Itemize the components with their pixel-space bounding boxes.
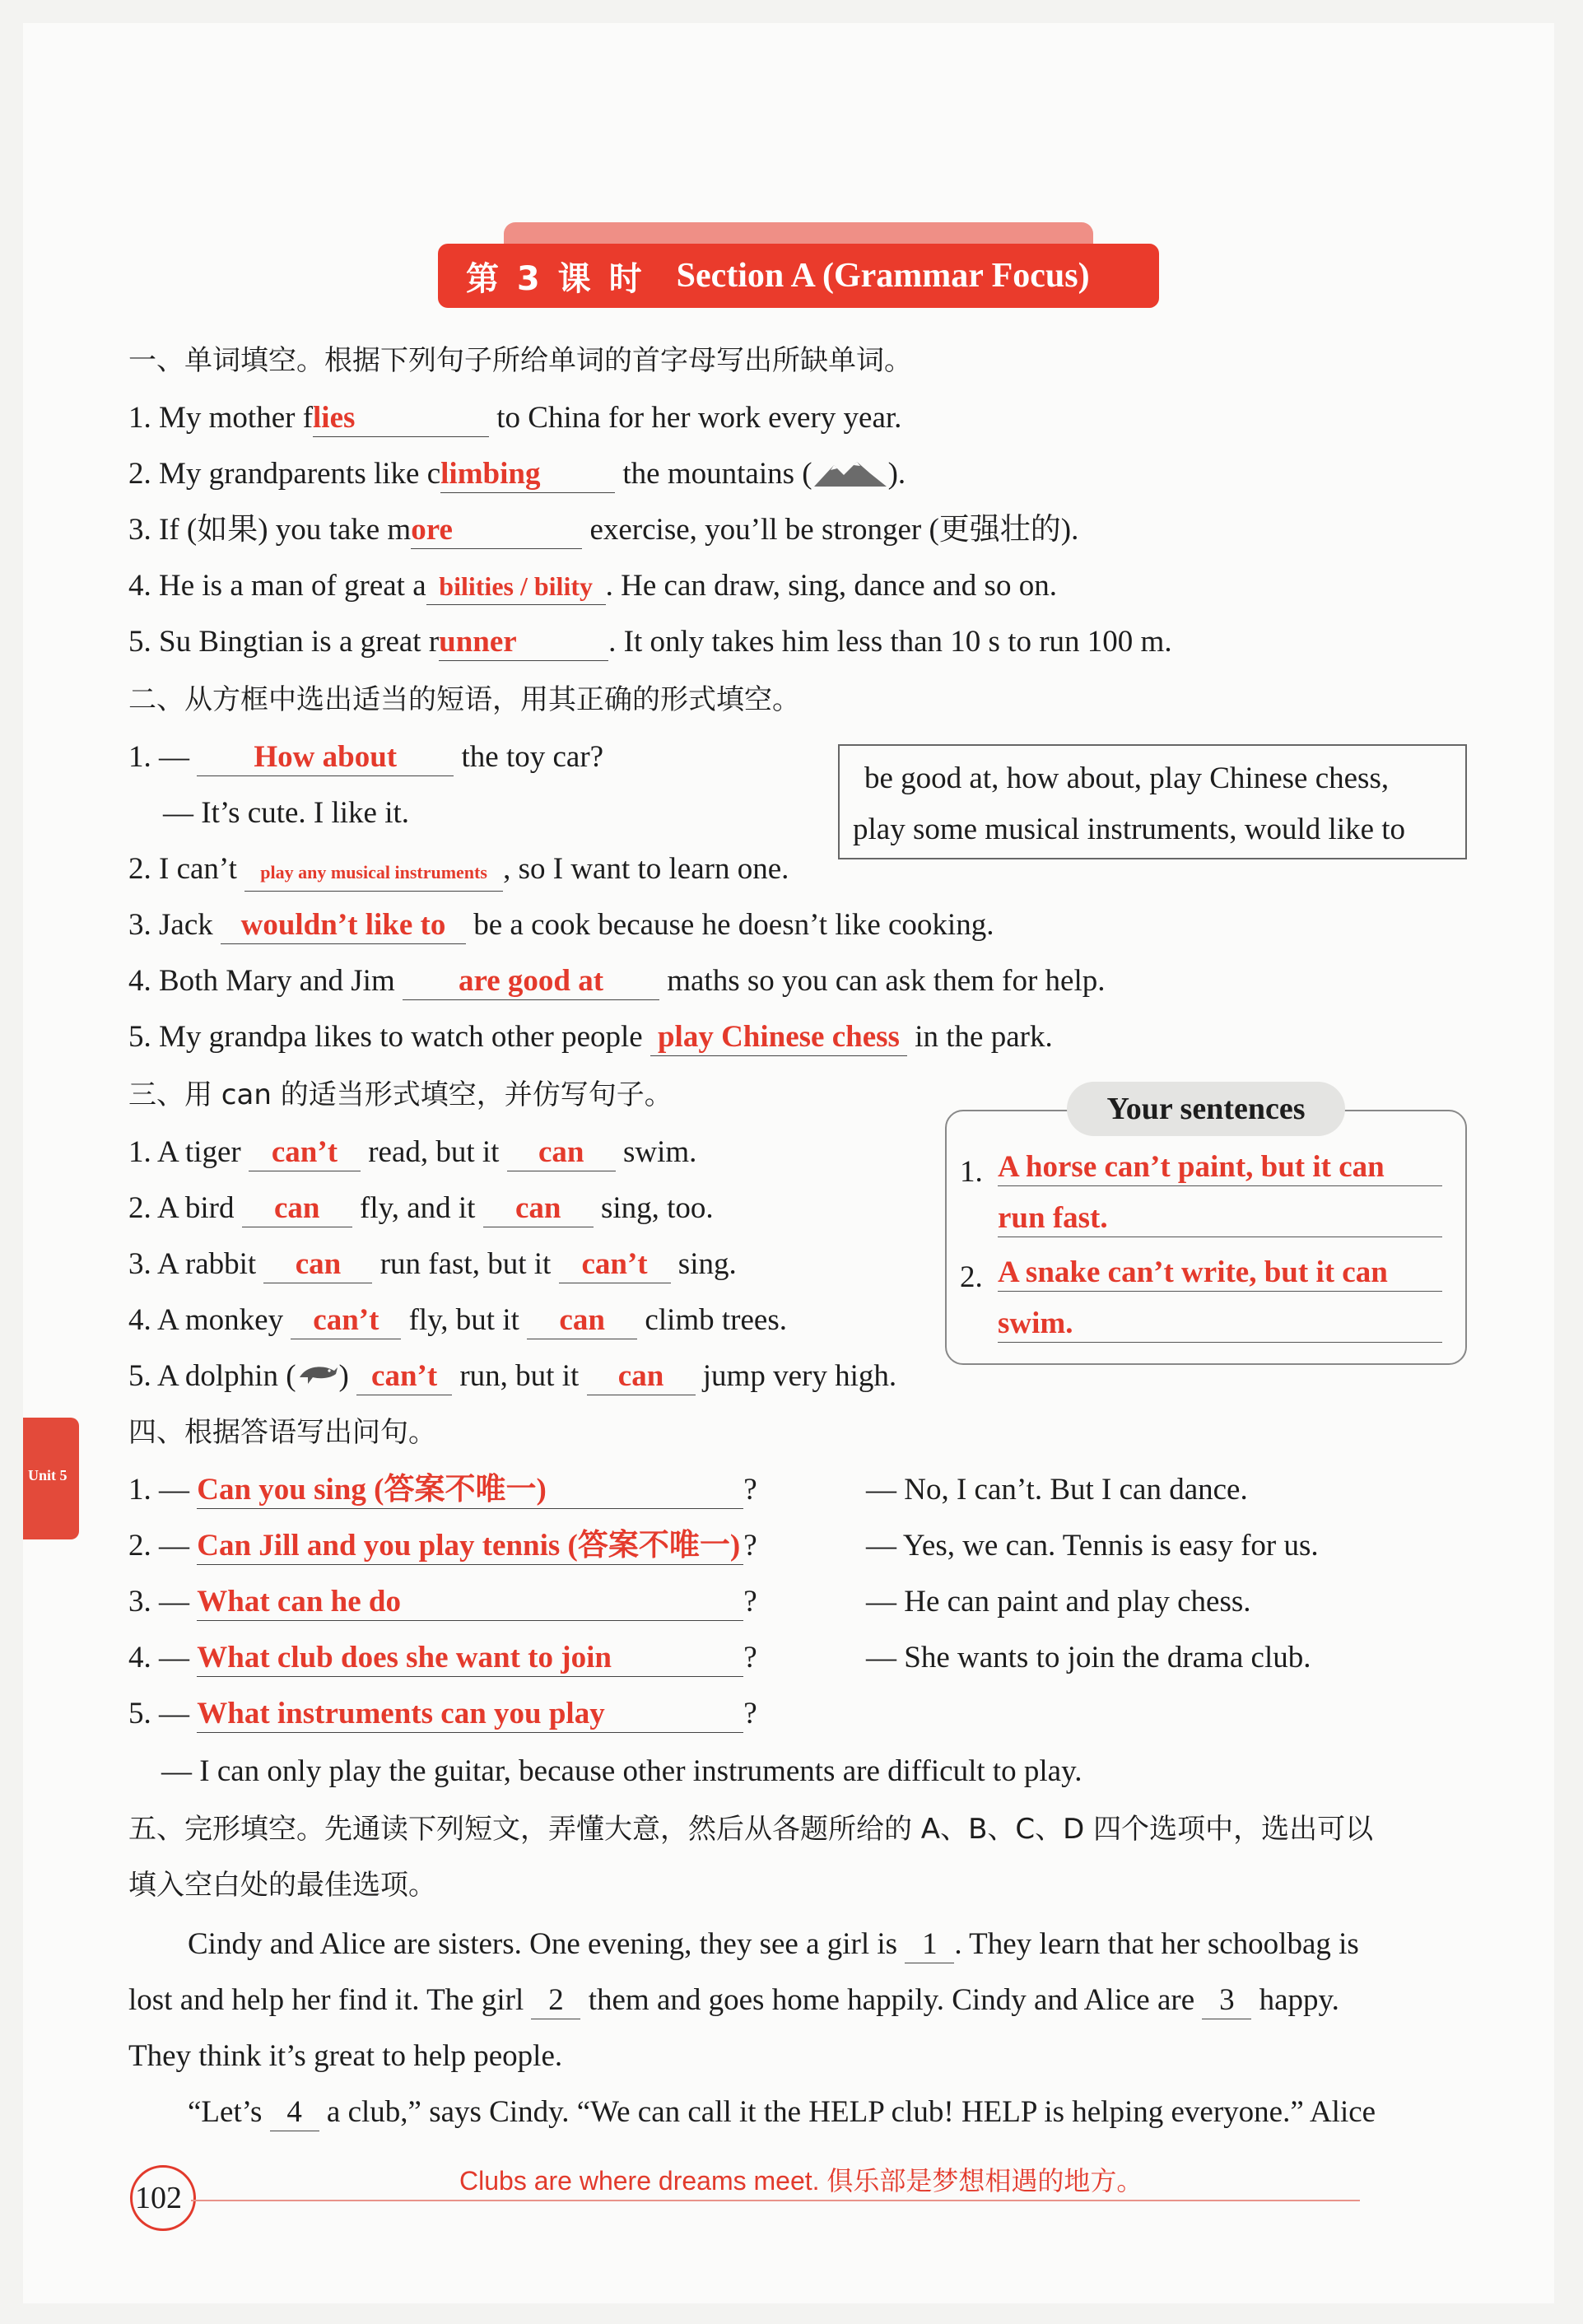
cloze-line3: They think it’s great to help people.	[128, 2039, 563, 2073]
your-sentence-2-rule2	[998, 1342, 1442, 1343]
p2-q2: 2. I can’t play any musical instruments , so I want to learn one.	[128, 850, 789, 892]
p3-q2-answer2[interactable]: can	[483, 1190, 594, 1227]
p3-q5-answer1[interactable]: can’t	[356, 1358, 452, 1395]
your-sentence-2-rule1	[998, 1291, 1442, 1292]
part5-heading-line2: 填入空白处的最佳选项。	[128, 1869, 436, 1902]
p4-q3-answer[interactable]: What can he do	[197, 1584, 743, 1621]
p1-q4: 4. He is a man of great a bilities / bility . He can draw, sing, dance and so on.	[128, 566, 1057, 606]
p2-q2-answer[interactable]: play any musical instruments	[244, 855, 503, 892]
p3-q3-answer2[interactable]: can’t	[559, 1246, 671, 1283]
p1-q1: 1. My mother flies to China for her work every year.	[128, 398, 901, 438]
p4-q1: 1. — Can you sing (答案不唯一) ?	[128, 1470, 757, 1510]
your-sentence-1-line1[interactable]: A horse can’t paint, but it can	[998, 1150, 1385, 1184]
p1-q1-answer[interactable]: lies	[313, 400, 489, 437]
phrase-box	[838, 744, 1467, 859]
p3-q4-answer2[interactable]: can	[527, 1302, 637, 1339]
p4-q4: 4. — What club does she want to join ?	[128, 1638, 757, 1678]
p2-q5: 5. My grandpa likes to watch other people play Chinese chess in the park.	[128, 1018, 1053, 1057]
p3-q1-answer1[interactable]: can’t	[249, 1134, 361, 1171]
lesson-banner	[438, 244, 1159, 308]
part1-heading: 一、单词填空。根据下列句子所给单词的首字母写出所缺单词。	[128, 344, 912, 377]
p1-q4-answer[interactable]: bilities / bility	[426, 568, 606, 605]
your-sentences-title: Your sentences	[1067, 1082, 1345, 1136]
your-sentence-1-rule1	[998, 1185, 1442, 1186]
p3-q4-answer1[interactable]: can’t	[291, 1302, 401, 1339]
p3-q4: 4. A monkey can’t fly, but it can climb trees.	[128, 1301, 787, 1340]
your-sentence-2-line2[interactable]: swim.	[998, 1306, 1073, 1340]
footer-rule	[191, 2200, 1360, 2201]
p1-q5-answer[interactable]: unner	[439, 624, 608, 661]
cloze-blank-2[interactable]: 2	[531, 1982, 580, 2019]
section-title: Section A (Grammar Focus)	[676, 257, 1090, 295]
p4-q4-answer[interactable]: What club does she want to join	[197, 1640, 743, 1677]
p3-q1: 1. A tiger can’t read, but it can swim.	[128, 1133, 696, 1172]
p1-q2-answer[interactable]: limbing	[440, 456, 615, 493]
cloze-blank-1[interactable]: 1	[905, 1926, 954, 1963]
p4-q2-reply: — Yes, we can. Tennis is easy for us.	[866, 1529, 1319, 1563]
p2-q3-answer[interactable]: wouldn’t like to	[221, 907, 466, 944]
cloze-line2: lost and help her find it. The girl 2 them and goes home happily. Cindy and Alice are 3 happy.	[128, 1981, 1339, 2020]
lesson-label: 第 3 课 时	[466, 259, 645, 298]
cloze-blank-3[interactable]: 3	[1202, 1982, 1251, 2019]
footer-motto: Clubs are where dreams meet. 俱乐部是梦想相遇的地方。	[459, 2166, 1143, 2196]
p4-q4-reply: — She wants to join the drama club.	[866, 1641, 1311, 1674]
unit-side-tab	[23, 1418, 79, 1539]
dolphin-icon	[296, 1361, 339, 1389]
p4-q5: 5. — What instruments can you play ?	[128, 1694, 757, 1734]
p3-q2-answer1[interactable]: can	[242, 1190, 352, 1227]
p2-q4: 4. Both Mary and Jim are good at maths so you can ask them for help.	[128, 962, 1106, 1001]
your-sentence-1-line2[interactable]: run fast.	[998, 1201, 1108, 1235]
p3-q3-answer1[interactable]: can	[263, 1246, 372, 1283]
unit-label: Unit 5	[28, 1467, 68, 1483]
p2-q5-answer[interactable]: play Chinese chess	[650, 1019, 907, 1056]
p1-q3-answer[interactable]: ore	[411, 512, 582, 549]
p4-q2: 2. — Can Jill and you play tennis (答案不唯一) ?	[128, 1526, 757, 1566]
p3-q5: 5. A dolphin ( ) can’t run, but it can jump very high.	[128, 1357, 896, 1396]
page-number: 102	[135, 2181, 182, 2215]
your-sentence-1-number: 1.	[960, 1155, 983, 1189]
part4-heading: 四、根据答语写出问句。	[128, 1416, 436, 1449]
p3-q1-answer2[interactable]: can	[507, 1134, 616, 1171]
p2-q1: 1. — How about the toy car?	[128, 738, 603, 777]
your-sentence-2-number: 2.	[960, 1260, 983, 1294]
cloze-line1: Cindy and Alice are sisters. One evening, they see a girl is 1 . They learn that her schoolbag is	[188, 1925, 1359, 1964]
p2-q3: 3. Jack wouldn’t like to be a cook because he doesn’t like cooking.	[128, 906, 994, 945]
p4-q5-answer[interactable]: What instruments can you play	[197, 1696, 743, 1733]
p2-q1-reply: — It’s cute. I like it.	[163, 796, 410, 830]
p2-q1-answer[interactable]: How about	[197, 739, 454, 776]
part2-heading: 二、从方框中选出适当的短语，用其正确的形式填空。	[128, 683, 800, 716]
p3-q3: 3. A rabbit can run fast, but it can’t sing.	[128, 1245, 737, 1284]
cloze-blank-4[interactable]: 4	[270, 2094, 319, 2131]
p4-final-reply: — I can only play the guitar, because other instruments are difficult to play.	[161, 1754, 1082, 1788]
p4-q3: 3. — What can he do ?	[128, 1582, 757, 1622]
mountain-icon	[812, 459, 888, 488]
phrase-box-line1: be good at, how about, play Chinese chess,	[864, 761, 1390, 795]
cloze-line4: “Let’s 4 a club,” says Cindy. “We can call it the HELP club! HELP is helping everyone.” Alice	[188, 2093, 1376, 2132]
part5-heading-line1: 五、完形填空。先通读下列短文，弄懂大意，然后从各题所给的 A、B、C、D 四个选项中，选出可以	[128, 1813, 1374, 1846]
your-sentence-2-line1[interactable]: A snake can’t write, but it can	[998, 1255, 1388, 1289]
p2-q4-answer[interactable]: are good at	[403, 963, 659, 1000]
p1-q5: 5. Su Bingtian is a great runner . It only takes him less than 10 s to run 100 m.	[128, 622, 1172, 662]
p4-q2-answer[interactable]: Can Jill and you play tennis (答案不唯一)	[197, 1528, 743, 1565]
p4-q3-reply: — He can paint and play chess.	[866, 1585, 1251, 1618]
p3-q5-answer2[interactable]: can	[587, 1358, 696, 1395]
p1-q3: 3. If (如果) you take more exercise, you’ll be stronger (更强壮的).	[128, 510, 1078, 550]
p1-q2: 2. My grandparents like climbing the mountains ( ).	[128, 454, 906, 494]
p4-q1-answer[interactable]: Can you sing (答案不唯一)	[197, 1472, 743, 1509]
phrase-box-line2: play some musical instruments, would like to	[853, 813, 1406, 846]
p4-q1-reply: — No, I can’t. But I can dance.	[866, 1473, 1248, 1507]
p3-q2: 2. A bird can fly, and it can sing, too.	[128, 1189, 714, 1228]
part3-heading: 三、用 can 的适当形式填空，并仿写句子。	[128, 1078, 673, 1111]
